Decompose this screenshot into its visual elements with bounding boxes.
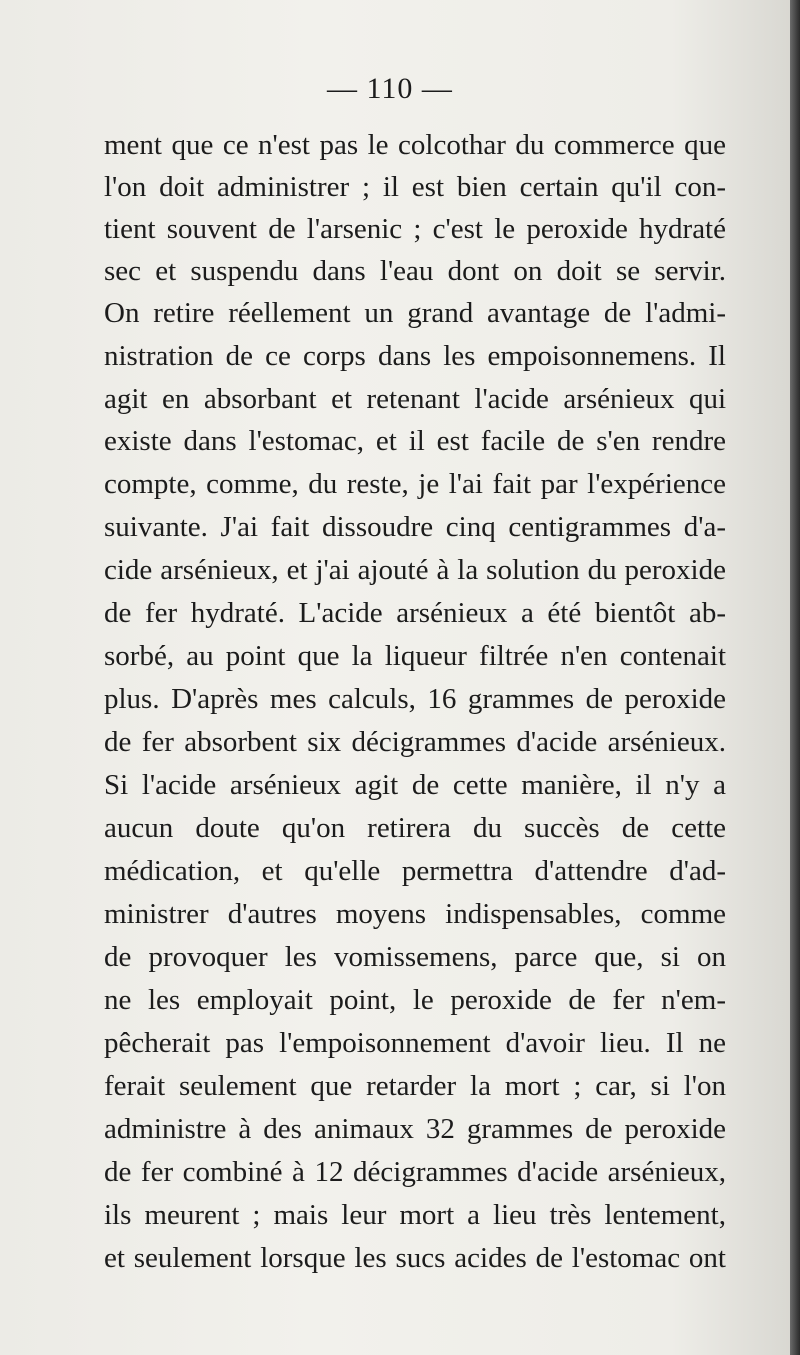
text-line: ministrer d'autres moyens indispensables, comme — [104, 898, 726, 930]
text-line: l'on doit administrer ; il est bien certain qu'il con- — [104, 171, 726, 203]
text-line: Si l'acide arsénieux agit de cette manière, il n'y a — [104, 769, 726, 801]
text-line: et seulement lorsque les sucs acides de l'estomac ont — [104, 1242, 726, 1274]
text-line: sec et suspendu dans l'eau dont on doit se servir. — [104, 255, 726, 287]
text-line: compte, comme, du reste, je l'ai fait par l'expérience — [104, 468, 726, 500]
text-line: ferait seulement que retarder la mort ; car, si l'on — [104, 1070, 726, 1102]
text-line: nistration de ce corps dans les empoisonnemens. Il — [104, 340, 726, 372]
page-edge-shadow — [790, 0, 800, 1355]
text-line: tient souvent de l'arsenic ; c'est le peroxide hydraté — [104, 213, 726, 245]
text-line: ils meurent ; mais leur mort a lieu très lentement, — [104, 1199, 726, 1231]
text-line: aucun doute qu'on retirera du succès de cette — [104, 812, 726, 844]
text-line: suivante. J'ai fait dissoudre cinq centigrammes d'a- — [104, 511, 726, 543]
text-line: pêcherait pas l'empoisonnement d'avoir lieu. Il ne — [104, 1027, 726, 1059]
text-line: de fer hydraté. L'acide arsénieux a été bientôt ab- — [104, 597, 726, 629]
text-line: cide arsénieux, et j'ai ajouté à la solution du peroxide — [104, 554, 726, 586]
text-line: plus. D'après mes calculs, 16 grammes de peroxide — [104, 683, 726, 715]
text-line: agit en absorbant et retenant l'acide arsénieux qui — [104, 383, 726, 415]
text-line: ment que ce n'est pas le colcothar du commerce que — [104, 129, 726, 161]
text-line: de fer combiné à 12 décigrammes d'acide arsénieux, — [104, 1156, 726, 1188]
text-line: existe dans l'estomac, et il est facile de s'en rendre — [104, 425, 726, 457]
page-number-header: — 110 — — [327, 72, 453, 105]
text-line: sorbé, au point que la liqueur filtrée n'en contenait — [104, 640, 726, 672]
text-line: médication, et qu'elle permettra d'attendre d'ad- — [104, 855, 726, 887]
text-line: ne les employait point, le peroxide de fer n'em- — [104, 984, 726, 1016]
text-line: On retire réellement un grand avantage de l'admi- — [104, 297, 726, 329]
text-line: de fer absorbent six décigrammes d'acide arsénieux. — [104, 726, 726, 758]
text-line: administre à des animaux 32 grammes de peroxide — [104, 1113, 726, 1145]
text-line: de provoquer les vomissemens, parce que, si on — [104, 941, 726, 973]
